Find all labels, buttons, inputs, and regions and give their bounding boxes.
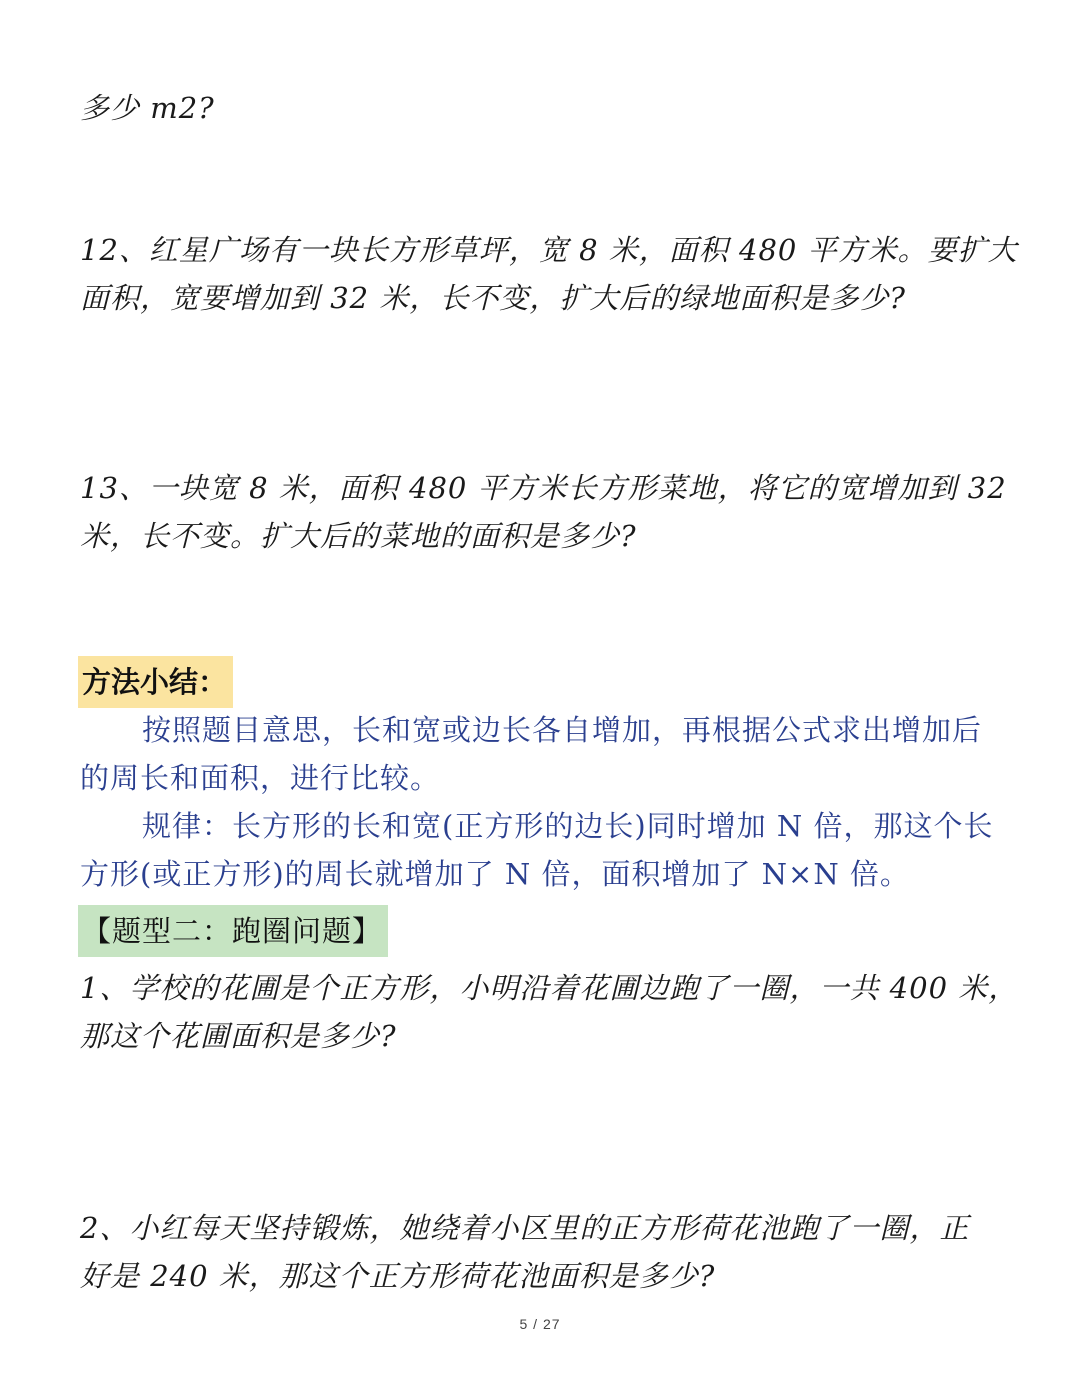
question-13 [80, 464, 1010, 560]
question-12-line-1: 12、红星广场有一块长方形草坪，宽 8 米，面积 480 平方米。要扩大 [80, 233, 1018, 267]
running-question-2 [80, 1204, 1010, 1300]
method-summary-paragraph-1 [80, 706, 1010, 802]
method-summary-p1-line-1: 按照题目意思，长和宽或边长各自增加，再根据公式求出增加后 [142, 713, 983, 747]
question-type-two-heading: 【题型二：跑圈问题】 [78, 905, 388, 957]
running-question-1-line-1: 1、学校的花圃是个正方形，小明沿着花圃边跑了一圈，一共 400 米， [80, 971, 1019, 1005]
method-summary-heading: 方法小结： [78, 656, 233, 708]
running-question-2-line-2: 好是 240 米，那这个正方形荷花池面积是多少? [80, 1259, 716, 1293]
method-summary-p2-line-1: 规律：长方形的长和宽(正方形的边长)同时增加 N 倍，那这个长 [142, 809, 994, 843]
method-summary-paragraph-2 [80, 802, 1010, 898]
question-12 [80, 226, 1018, 322]
method-summary-p2-line-2: 方形(或正方形)的周长就增加了 N 倍，面积增加了 N×N 倍。 [80, 857, 910, 891]
continuation-text: 多少 m2? [80, 91, 215, 125]
question-13-line-2: 米，长不变。扩大后的菜地的面积是多少? [80, 519, 637, 553]
running-question-1-line-2: 那这个花圃面积是多少? [80, 1019, 397, 1053]
question-continuation [80, 84, 1010, 132]
question-13-line-1: 13、一块宽 8 米，面积 480 平方米长方形菜地，将它的宽增加到 32 [80, 471, 1007, 505]
method-summary-p1-line-2: 的周长和面积，进行比较。 [80, 761, 441, 795]
page-number: 5 / 27 [519, 1316, 561, 1332]
running-question-2-line-1: 2、小红每天坚持锻炼，她绕着小区里的正方形荷花池跑了一圈，正 [80, 1211, 970, 1245]
question-12-line-2: 面积，宽要增加到 32 米，长不变，扩大后的绿地面积是多少? [80, 281, 906, 315]
running-question-1 [80, 964, 1019, 1060]
